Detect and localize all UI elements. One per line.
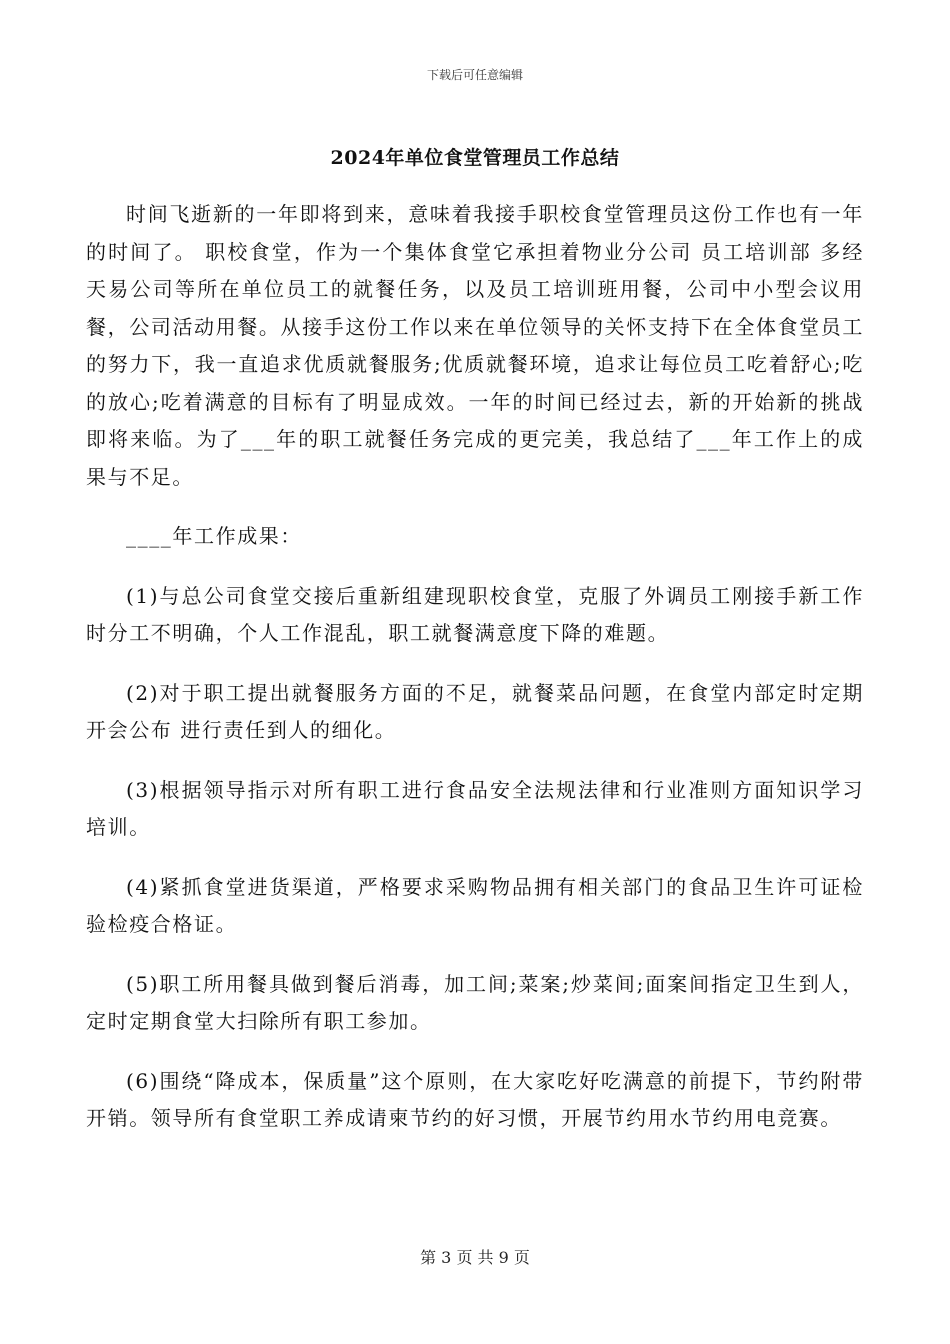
page-number: 第 3 页 共 9 页 xyxy=(420,1248,530,1267)
paragraph-item-2: (2)对于职工提出就餐服务方面的不足，就餐菜品问题，在食堂内部定时定期开会公布 进行责任到人的细化。 xyxy=(86,680,864,742)
paragraph-item-5: (5)职工所用餐具做到餐后消毒，加工间;菜案;炒菜间;面案间指定卫生到人，定时定期食堂大扫除所有职工参加。 xyxy=(86,971,864,1033)
paragraph-section-heading: ____年工作成果： xyxy=(126,524,302,548)
paragraph-item-4: (4)紧抓食堂进货渠道，严格要求采购物品拥有相关部门的食品卫生许可证检验检疫合格证。 xyxy=(86,874,864,936)
document-body xyxy=(86,196,864,1160)
paragraph-item-1: (1)与总公司食堂交接后重新组建现职校食堂，克服了外调员工刚接手新工作时分工不明确，个人工作混乱，职工就餐满意度下降的难题。 xyxy=(86,583,864,645)
paragraph-item-3: (3)根据领导指示对所有职工进行食品安全法规法律和行业准则方面知识学习培训。 xyxy=(86,777,864,839)
document-title: 2024年单位食堂管理员工作总结 xyxy=(330,147,620,169)
header-note: 下载后可任意编辑 xyxy=(426,68,523,82)
paragraph-item-6: (6)围绕“降成本，保质量”这个原则，在大家吃好吃满意的前提下，节约附带开销。领导所有食堂职工养成请柬节约的好习惯，开展节约用水节约用电竞赛。 xyxy=(86,1068,864,1130)
paragraph-intro: 时间飞逝新的一年即将到来，意味着我接手职校食堂管理员这份工作也有一年的时间了。 职校食堂，作为一个集体食堂它承担着物业分公司 员工培训部 多经 天易公司等所在单位员工的就餐任务，以及员工培训班用餐，公司中小型会议用餐，公司活动用餐。从接手这份工作以来在单位领导的关怀支持下在全体食堂员工的努力下，我一直追求优质就餐服务;优质就餐环境，追求让每位员工吃着舒心;吃的放心;吃着满意的目标有了明显成效。一年的时间已经过去，新的开始新的挑战即将来临。为了___年的职工就餐任务完成的更完美，我总结了___年工作上的成果与不足。 xyxy=(86,202,864,489)
